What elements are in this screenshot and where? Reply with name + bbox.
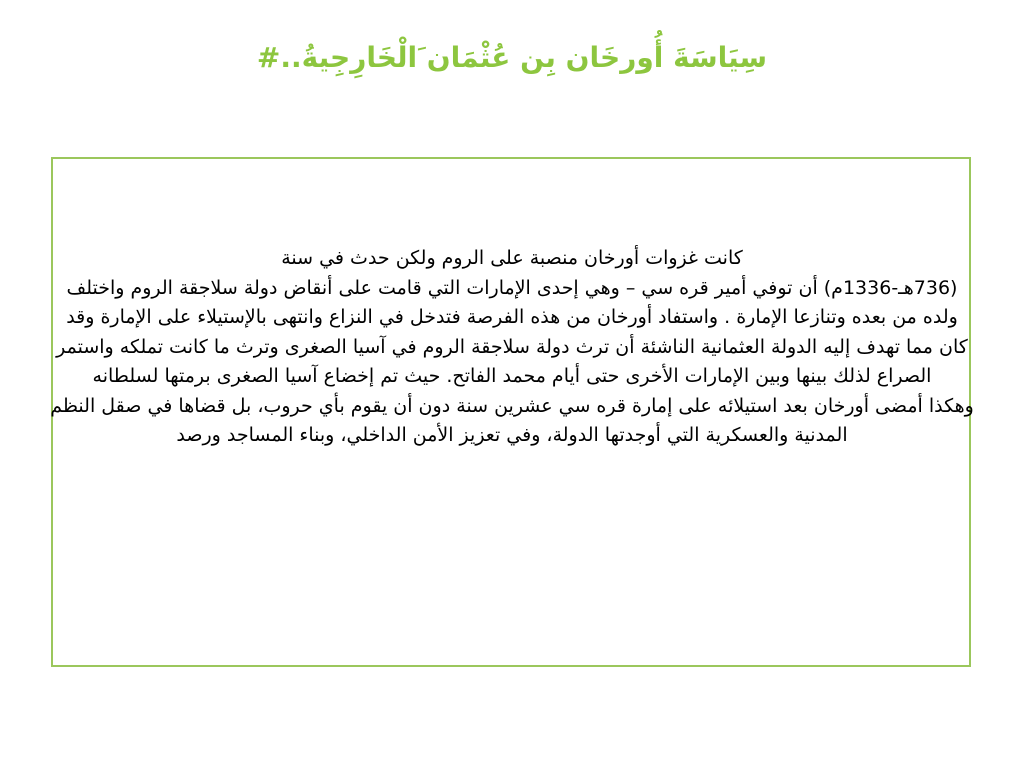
slide-title: سِيَاسَةَ أُورخَان بِن عُثْمَان َالْخَارِجِيةُ..#	[256, 41, 768, 74]
paragraph-reforms: وهكذا أمضى أورخان بعد استيلائه على إمارة قره سي عشرين سنة دون أن يقوم بأي حروب، بل قضاها في صقل النظم المدنية والعسكرية التي أوجدتها الدولة، وفي تعزيز الأمن الداخلي، وبناء المساجد ورصد	[50, 394, 974, 446]
content-text	[50, 244, 974, 451]
paragraph-qarasi: (736هـ-1336م) أن توفي أمير قره سي – وهي إحدى الإمارات التي قامت على أنقاض دولة سلاجقة الروم واختلف ولده من بعده وتنازعا الإمارة . واستفاد أورخان من هذه الفرصة فتدخل في النزاع وانتهى بالإستيلاء على الإمارة وقد كان مما تهدف إليه الدولة العثمانية الناشئة أن ترث دولة سلاجقة الروم في آسيا الصغرى وترث ما كانت تملكه واستمر الصراع لذلك بينها وبين الإمارات الأخرى حتى أيام محمد الفاتح. حيث تم إخضاع آسيا الصغرى برمتها لسلطانه	[56, 276, 968, 387]
paragraph-intro: كانت غزوات أورخان منصبة على الروم ولكن حدث في سنة	[281, 247, 743, 269]
